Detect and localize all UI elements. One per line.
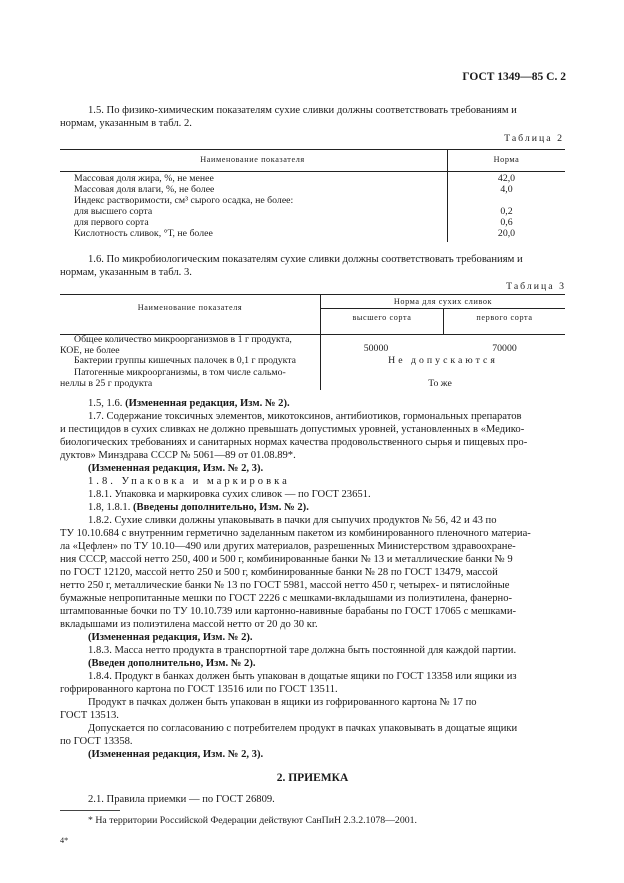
paragraph-1-7-line-3: биологических требованиях и санитарных нормах качества продовольственного сырья и пищевых про-	[60, 437, 528, 448]
table-3-row-1-name-l1: Общее количество микроорганизмов в 1 г продукта,	[74, 334, 292, 345]
table-2-row-name: Массовая доля влаги, %, не более	[74, 184, 215, 195]
table-3-row-3-name-l2: неллы в 25 г продукта	[60, 378, 153, 389]
amendment-note-1-8-2: (Измененная редакция, Изм. № 2).	[88, 632, 253, 643]
table-2-row-value: 4,0	[500, 184, 513, 195]
table-2-header-divider	[447, 149, 448, 172]
paragraph-1-7-line-2: и пестицидов в сухих сливках не должно превышать допустимых уровней, установленных в «Медико-	[60, 424, 525, 435]
table-2-row-value: 0,2	[500, 206, 513, 217]
amendment-note-1-8: 1.8, 1.8.1. (Введены дополнительно, Изм. № 2).	[88, 502, 309, 513]
table-3-row-2-name: Бактерии группы кишечных палочек в 0,1 г продукта	[74, 355, 296, 366]
table-3-header-norm: Норма для сухих сливок	[393, 297, 493, 306]
paragraph-1-8-2-line-7: бумажные непропитанные мешки по ГОСТ 2226 с мешками-вкладышами из полиэтилена, фанерно-	[60, 593, 513, 604]
table-3-row-3-value: То же	[428, 378, 452, 389]
paragraph-1-8-2-line-1: 1.8.2. Сухие сливки должны упаковывать в пачки для сыпучих продуктов № 56, 42 и 43 по	[88, 515, 497, 526]
table-3-top-rule	[60, 294, 565, 295]
table-2-top-rule	[60, 149, 565, 150]
table-2-body-divider	[447, 171, 448, 242]
table-2-row-value: 20,0	[497, 228, 516, 239]
table-2-row-value: 0,6	[500, 217, 513, 228]
paragraph-1-6-line-2: нормам, указанным в табл. 3.	[60, 267, 192, 278]
paragraph-packs-line-2: ГОСТ 13513.	[60, 710, 119, 721]
paragraph-1-7-line-4: дуктов» Минздрава СССР № 5061—89 от 01.08.89*.	[60, 450, 296, 461]
paragraph-1-7-line-1: 1.7. Содержание токсичных элементов, микотоксинов, антибиотиков, гормональных препаратов	[88, 411, 522, 422]
paragraph-1-8-2-line-9: вкладышами из полиэтилена массой нетто от 20 до 30 кг.	[60, 619, 318, 630]
paragraph-1-8-2-line-3: ла «Цефлен» по ТУ 10.10—490 или других материалов, разрешенных Министерством здравоохране-	[60, 541, 516, 552]
paragraph-1-6-line-1: 1.6. По микробиологическим показателям сухие сливки должны соответствовать требованиям и	[88, 254, 523, 265]
section-1-8-heading: 1.8. Упаковка и маркировка	[88, 476, 290, 487]
amendment-note-1-8-4: (Измененная редакция, Изм. № 2, 3).	[88, 749, 264, 760]
footnote: * На территории Российской Федерации действуют СанПиН 2.3.2.1078—2001.	[88, 815, 417, 826]
paragraph-1-8-2-line-5: по ГОСТ 12120, массой нетто 250 и 500 г, комбинированные банки № 28 по ГОСТ 13479, массой	[60, 567, 498, 578]
table-2-caption: Таблица 2	[504, 133, 564, 144]
table-2-row-name: Массовая доля жира, %, не менее	[74, 173, 214, 184]
footnote-rule	[60, 810, 120, 811]
page-mark: 4*	[60, 836, 69, 845]
table-3-row-1-first: 70000	[492, 343, 517, 354]
table-2-row-name: для первого сорта	[74, 217, 149, 228]
amendment-note-1-8-3: (Введен дополнительно, Изм. № 2).	[88, 658, 256, 669]
paragraph-1-8-2-line-8: штампованные бочки по ТУ 10.10.739 или картонно-навивные барабаны по ГОСТ 17065 с мешками-	[60, 606, 517, 617]
paragraph-2-1: 2.1. Правила приемки — по ГОСТ 26809.	[88, 794, 275, 805]
paragraph-1-8-2-line-4: ния СССР, массой нетто 250, 400 и 500 г, комбинированные банки № 13 и металлические банки № 9	[60, 554, 513, 565]
table-3-row-2-value: Не допускаются	[388, 355, 498, 366]
table-3-row-3-name-l1: Патогенные микроорганизмы, в том числе сальмо-	[74, 367, 286, 378]
section-2-heading: 2. ПРИЕМКА	[276, 772, 349, 784]
table-3-header-high: высшего сорта	[352, 313, 412, 322]
table-2-row-value: 42,0	[497, 173, 516, 184]
table-3-caption: Таблица 3	[506, 281, 566, 292]
paragraph-1-8-2-line-6: нетто 250 г, металлические банки № 13 по ГОСТ 5981, массой нетто 450 г, четырех- и пятислойные	[60, 580, 510, 591]
table-3-row-1-high: 50000	[363, 343, 389, 354]
table-2-header-norm: Норма	[493, 155, 520, 164]
amendment-note-1-7: (Измененная редакция, Изм. № 2, 3).	[88, 463, 264, 474]
table-3-header-name: Наименование показателя	[137, 303, 243, 312]
table-2-header-rule	[60, 171, 565, 172]
paragraph-allowed-line-2: по ГОСТ 13358.	[60, 736, 133, 747]
paragraph-1-8-2-line-2: ТУ 10.10.684 с внутренним герметично заделанным пакетом из комбинированного пленочного материа-	[60, 528, 531, 539]
running-title: ГОСТ 1349—85 С. 2	[462, 71, 566, 83]
paragraph-allowed-line-1: Допускается по согласованию с потребителем продукт в пачках упаковывать в дощатые ящики	[88, 723, 518, 734]
paragraph-1-8-1: 1.8.1. Упаковка и маркировка сухих сливок — по ГОСТ 23651.	[88, 489, 371, 500]
paragraph-1-8-3: 1.8.3. Масса нетто продукта в транспортной таре должна быть постоянной для каждой партии.	[88, 645, 517, 656]
table-2-row-name: для высшего сорта	[74, 206, 153, 217]
paragraph-1-5-line-2: нормам, указанным в табл. 2.	[60, 118, 192, 129]
amendment-note-1-5-1-6: 1.5, 1.6. (Измененная редакция, Изм. № 2).	[88, 398, 290, 409]
table-2-header-name: Наименование показателя	[200, 155, 305, 164]
paragraph-1-8-4-line-2: гофрированного картона по ГОСТ 13516 или по ГОСТ 13511.	[60, 684, 338, 695]
paragraph-packs-line-1: Продукт в пачках должен быть упакован в ящики из гофрированного картона № 17 по	[88, 697, 477, 708]
paragraph-1-8-4-line-1: 1.8.4. Продукт в банках должен быть упакован в дощатые ящики по ГОСТ 13358 или ящики из	[88, 671, 517, 682]
table-2-row-name: Кислотность сливок, °Т, не более	[74, 228, 213, 239]
table-2-row-name: Индекс растворимости, см³ сырого осадка, не более:	[74, 195, 294, 206]
table-3-row-1-name-l2: КОЕ, не более	[60, 345, 120, 356]
table-3-header-first: первого сорта	[476, 313, 533, 322]
paragraph-1-5-line-1: 1.5. По физико-химическим показателям сухие сливки должны соответствовать требованиям и	[88, 105, 517, 116]
